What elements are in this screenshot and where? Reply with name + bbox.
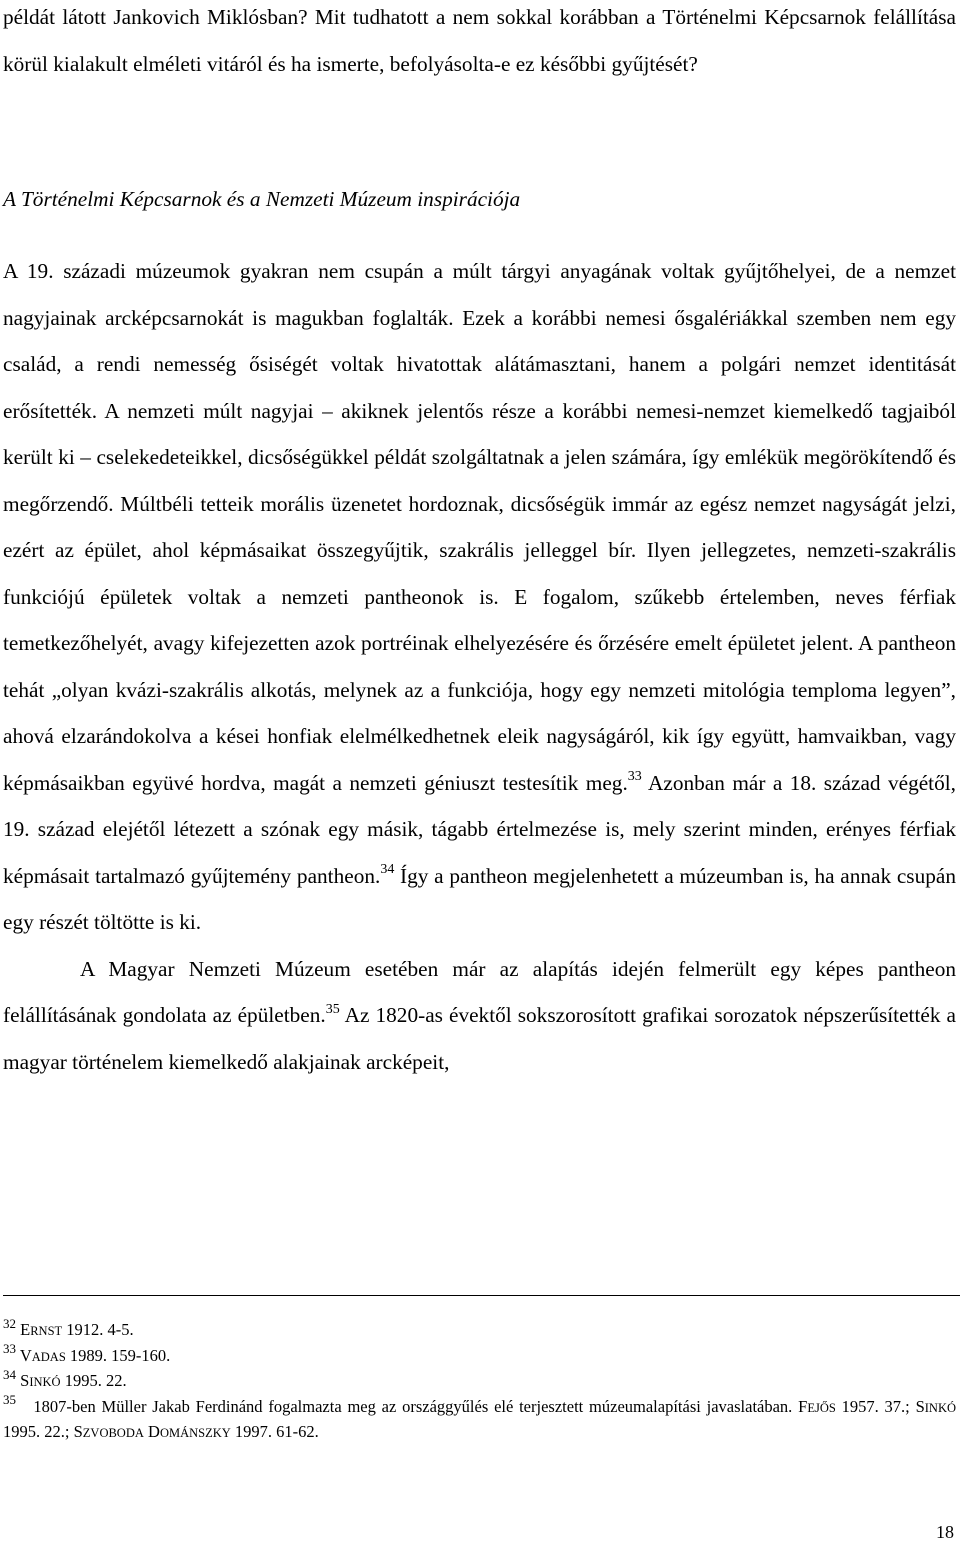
section-heading: A Történelmi Képcsarnok és a Nemzeti Múzeum inspirációja (3, 187, 521, 211)
footnote-34: $^{34}$ SINKÓ 1995. 22. (3, 1366, 127, 1390)
footnote-32: $^{32}$ ERNST 1912. 4-5. (3, 1315, 134, 1339)
footnote-separator (3, 1295, 960, 1296)
paragraph-text: Az 1820-as évektől sokszorosított grafikai sorozatok népszerűsítették a magyar történelem kiemelkedő alakjainak arcképeit, (3, 1003, 956, 1074)
paragraph-pantheon (3, 248, 956, 946)
footnote-number: 34 (3, 1366, 16, 1382)
paragraph-text: A Magyar Nemzeti Múzeum esetében már az alapítás idején felmerült egy képes pantheon felállításának gondolata az épületben. (3, 956, 956, 1027)
footnote-number: 35 (3, 1392, 16, 1407)
footnote-35: $^{35}$ 1807-ben Müller Jakab Ferdinánd fogalmazta meg az országgyűlés elé terjesztett múzeumalapítási javaslatában. FEJŐS 1957. 37.; SINKÓ 1995. 22.; SZVOBODA DOMÁNSZKY 1997. 61-62. (3, 1392, 956, 1441)
paragraph-text: Így a pantheon megjelenhetett a múzeumban is, ha annak csupán egy részét töltötte is ki. (3, 863, 956, 934)
footnote-number: 33 (3, 1341, 16, 1356)
page-number: 18 (936, 1522, 954, 1542)
body-text (3, 248, 956, 1085)
paragraph-text: Azonban már a 18. század végétől, 19. század elejétől létezett a szónak egy másik, tágabb értelmezése is, mely szerint minden, erényes férfiak képmásait tartalmazó gyűjtemény pantheon. (3, 770, 956, 888)
paragraph-continuation: példát látott Jankovich Miklósban? Mit tudhatott a nem sokkal korábban a Történelmi Képcsarnok felállítása körül kialakult elméleti vitáról és ha ismerte, befolyásolta-e ez későbbi gyűjtését? (3, 5, 956, 76)
paragraph-national-museum (3, 946, 956, 1086)
footnote-ref-35[interactable]: 35 (325, 1001, 340, 1017)
footnote-33: $^{33}$ VADAS 1989. 159-160. (3, 1341, 171, 1365)
footnotes (3, 1315, 956, 1446)
footnote-number: 32 (3, 1315, 16, 1331)
footnote-ref-34[interactable]: 34 (380, 862, 395, 878)
paragraph-text: A 19. századi múzeumok gyakran nem csupán a múlt tárgyi anyagának voltak gyűjtőhelyei, de a nemzet nagyjainak arcképcsarnokát is magukban foglalták. Ezek a korábbi nemesi ősgalériákkal szemben nem egy család, a rendi nemesség ősiségét voltak hivatottak alátámasztani, hanem a polgári nemzet identitását erősítették. A nemzeti múlt nagyjai – akiknek jelentős része a korábbi nemesi-nemzet kiemelkedő tagjaiból került ki – cselekedeteikkel, dicsőségükkel példát szolgáltatnak a jelen számára, így emlékük megörökítendő és megőrzendő. Múltbéli tetteik morális üzenetet hordoznak, dicsőségük immár az egész nemzet nagyságát jelzi, ezért az épület, ahol képmásaikat összegyűjtik, szakrális jelleggel bír. Ilyen jellegzetes, nemzeti-szakrális funkciójú épületek voltak a nemzeti pantheonok is. E fogalom, szűkebb értelemben, neves férfiak temetkezőhelyét, avagy kifejezetten azok portréinak elhelyezésére és őrzésére emelt épületet jelent. A pantheon tehát „olyan kvázi-szakrális alkotás, melynek az a funkciója, hogy egy nemzeti mitológia temploma legyen”, ahová elzarándokolva a kései honfiak elelmélkedhetnek eleik nagyságáról, kik így együtt, hamvaikban, vagy képmásaikban együvé hordva, magát a nemzeti géniuszt testesítik meg. (3, 259, 956, 795)
footnote-ref-33[interactable]: 33 (627, 769, 642, 785)
